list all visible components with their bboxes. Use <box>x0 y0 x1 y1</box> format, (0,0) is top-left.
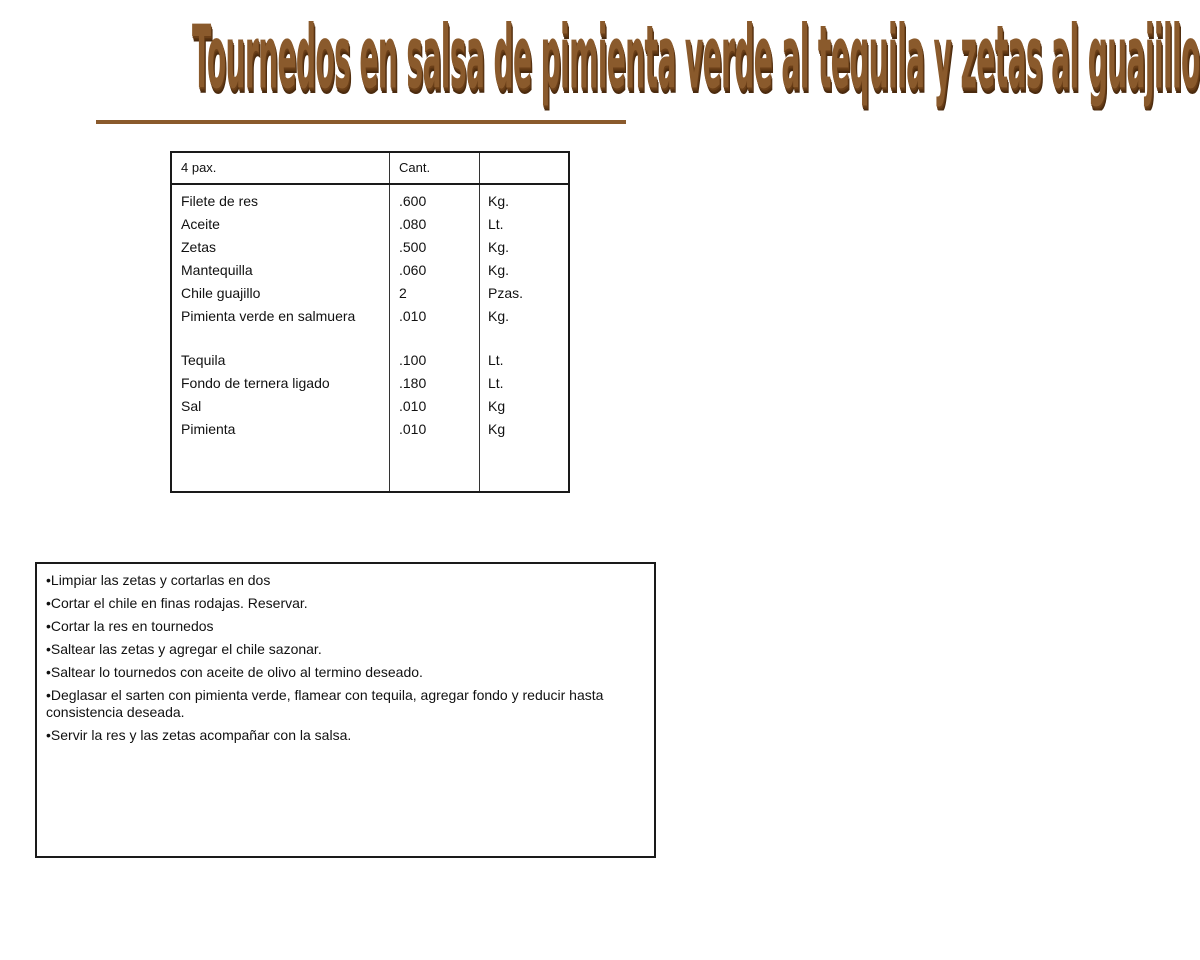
ingredient-quantity: .180 <box>399 375 427 391</box>
ingredient-unit: Lt. <box>488 375 504 391</box>
ingredient-unit: Lt. <box>488 352 504 368</box>
ingredient-name: Tequila <box>181 352 226 368</box>
ingredient-name: Pimienta <box>181 421 236 437</box>
title-underline <box>96 120 626 124</box>
step-item: •Cortar el chile en finas rodajas. Reservar. <box>46 595 308 611</box>
ingredient-name: Zetas <box>181 239 217 255</box>
step-item: •Cortar la res en tournedos <box>46 618 214 634</box>
ingredient-column <box>181 190 381 441</box>
ingredient-name: Sal <box>181 398 202 414</box>
step-item: •Saltear las zetas y agregar el chile sazonar. <box>46 641 322 657</box>
ingredient-unit: Kg <box>488 398 506 414</box>
ingredient-name: Filete de res <box>181 193 259 209</box>
ingredient-unit: Kg. <box>488 262 510 278</box>
step-item: •Deglasar el sarten con pimienta verde, flamear con tequila, agregar fondo y reducir hasta consistencia deseada. <box>46 687 604 720</box>
ingredient-unit: Kg <box>488 421 506 437</box>
recipe-title: Tournedos en salsa de pimienta verde al tequila y zetas al guajillo <box>192 7 1200 109</box>
ingredient-quantity: 2 <box>399 285 407 301</box>
ingredients-table <box>170 151 570 493</box>
ingredient-unit: Kg. <box>488 308 510 324</box>
preparation-steps <box>35 562 656 858</box>
step-item: •Saltear lo tournedos con aceite de olivo al termino deseado. <box>46 664 423 680</box>
ingredient-quantity: .100 <box>399 352 427 368</box>
ingredient-unit: Kg. <box>488 193 510 209</box>
header-quantity: Cant. <box>399 160 431 175</box>
step-item: •Servir la res y las zetas acompañar con la salsa. <box>46 727 352 743</box>
ingredient-quantity: .010 <box>399 398 427 414</box>
ingredient-unit: Pzas. <box>488 285 524 301</box>
ingredient-name: Fondo de ternera ligado <box>181 375 330 391</box>
unit-column <box>488 190 558 441</box>
ingredient-quantity: .010 <box>399 308 427 324</box>
ingredient-quantity: .010 <box>399 421 427 437</box>
column-divider <box>389 153 390 491</box>
ingredient-name: Pimienta verde en salmuera <box>181 308 356 324</box>
quantity-column <box>399 190 469 441</box>
ingredient-name: Chile guajillo <box>181 285 261 301</box>
ingredient-unit: Lt. <box>488 216 504 232</box>
recipe-title-block <box>60 7 1200 128</box>
step-item: •Limpiar las zetas y cortarlas en dos <box>46 572 271 588</box>
ingredient-quantity: .060 <box>399 262 427 278</box>
column-divider <box>479 153 480 491</box>
ingredient-unit: Kg. <box>488 239 510 255</box>
header-divider <box>172 183 568 185</box>
ingredient-quantity: .500 <box>399 239 427 255</box>
ingredient-quantity: .600 <box>399 193 427 209</box>
ingredient-quantity: .080 <box>399 216 427 232</box>
ingredient-name: Mantequilla <box>181 262 253 278</box>
ingredient-name: Aceite <box>181 216 220 232</box>
header-servings: 4 pax. <box>181 160 217 175</box>
